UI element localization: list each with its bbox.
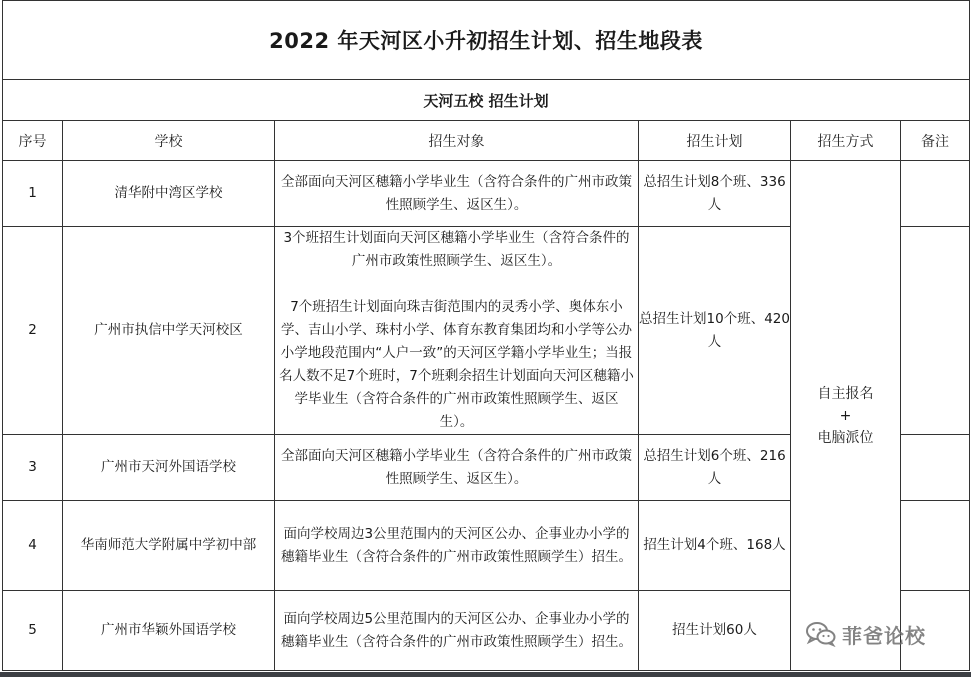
bottom-bar [0,672,971,677]
admission-target [275,501,639,591]
table-header-row [3,121,970,161]
table-row [3,161,970,227]
school-name: 华南师范大学附属中学初中部 [63,501,275,591]
admission-target [275,591,639,671]
header-target: 招生对象 [275,121,639,161]
admission-target [275,227,639,435]
target-paragraph: 全部面向天河区穗籍小学毕业生（含符合条件的广州市政策性照顾学生、返区生）。 [281,447,632,487]
row-number: 5 [3,591,63,671]
document-title: 2022 年天河区小升初招生计划、招生地段表 [3,1,970,80]
remark-cell [901,161,970,227]
method-plus: + [839,407,852,424]
header-note: 备注 [901,121,970,161]
remark-cell [901,227,970,435]
school-name: 广州市天河外国语学校 [63,435,275,501]
admission-target [275,161,639,227]
row-number: 3 [3,435,63,501]
admission-table [2,0,970,671]
target-paragraph: 面向学校周边3公里范围内的天河区公办、企事业办小学的穗籍毕业生（含符合条件的广州市政策性照顾学生）招生。 [281,525,632,565]
watermark-text: 菲爸论校 [842,623,926,648]
school-name: 广州市执信中学天河校区 [63,227,275,435]
admission-target [275,435,639,501]
remark-cell [901,435,970,501]
target-paragraph: 3个班招生计划面向天河区穗籍小学毕业生（含符合条件的广州市政策性照顾学生、返区生）。 [283,230,630,269]
target-paragraph: 全部面向天河区穗籍小学毕业生（含符合条件的广州市政策性照顾学生、返区生）。 [281,173,632,213]
row-number: 1 [3,161,63,227]
header-method: 招生方式 [791,121,901,161]
watermark [806,619,926,649]
enrollment-plan: 总招生计划8个班、336人 [639,161,791,227]
header-plan: 招生计划 [639,121,791,161]
method-line-2: 电脑派位 [817,429,874,446]
school-name: 清华附中湾区学校 [63,161,275,227]
target-paragraph: 7个班招生计划面向珠吉街范围内的灵秀小学、奥体东小学、吉山小学、珠村小学、体育东教育集团均和小学等公办小学地段范围内“人户一致”的天河区学籍小学毕业生；当报名人数不足7个班时，7个班剩余招生计划面向天河区穗籍小学毕业生（含符合条件的广州市政策性照顾学生、返区生）。 [279,299,634,430]
admission-method [791,161,901,671]
section-title: 天河五校 招生计划 [3,80,970,121]
enrollment-plan: 招生计划4个班、168人 [639,501,791,591]
method-line-1: 自主报名 [817,385,874,402]
row-number: 4 [3,501,63,591]
row-number: 2 [3,227,63,435]
school-name: 广州市华颖外国语学校 [63,591,275,671]
enrollment-plan: 总招生计划6个班、216人 [639,435,791,501]
header-no: 序号 [3,121,63,161]
header-school: 学校 [63,121,275,161]
enrollment-plan: 招生计划60人 [639,591,791,671]
enrollment-plan: 总招生计划10个班、420人 [639,227,791,435]
target-paragraph: 面向学校周边5公里范围内的天河区公办、企事业办小学的穗籍毕业生（含符合条件的广州市政策性照顾学生）招生。 [281,610,632,650]
remark-cell [901,501,970,591]
wechat-icon [806,621,836,647]
paragraph-gap [278,273,635,296]
